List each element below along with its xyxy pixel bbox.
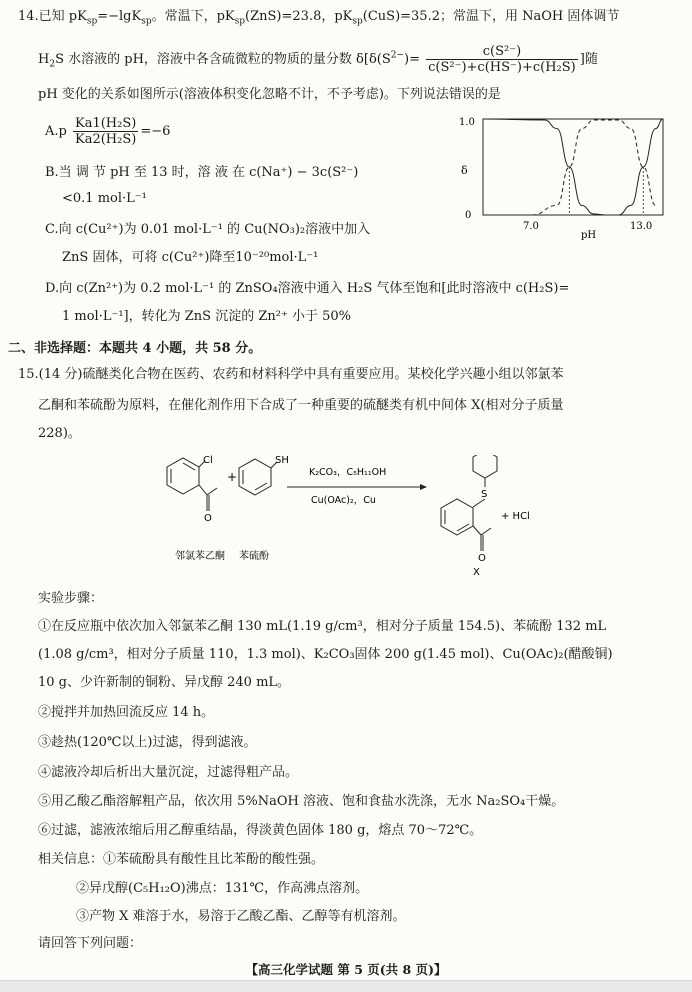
q14-line2: $H_2S$ 水溶液的 pH，溶液中各含硫微粒的物质的量分数 $\delta[\delta(S^{2-})=$ $\frac{\text{c(S²⁻)}}{\text{c(S²⁻)+c(HS⁻)+c(H₂S)}}$ ]随 [38, 44, 598, 75]
page-footer: 【高三化学试题 第 5 页(共 8 页)】 [245, 962, 447, 977]
reagent-bottom: Cu(OAc)₂，Cu [311, 495, 376, 506]
info-1: 相关信息：①苯硫酚具有酸性且比苯酚的酸性强。 [38, 852, 325, 867]
series-line-1 [483, 119, 606, 215]
step-3: ③趁热(120℃以上)过滤，得到滤液。 [38, 735, 257, 750]
plus-sign: + [227, 470, 238, 484]
q15-line3: 228)。 [38, 426, 81, 441]
page-bottom-edge [0, 980, 692, 992]
q14-option-c-line2: ZnS 固体，可将 c(Cu²⁺)降至10⁻²⁰mol·L⁻¹ [62, 250, 319, 265]
chart-frame [483, 119, 663, 215]
ka2-denominator: Ka2(H₂S) [74, 132, 137, 147]
info-3: ③产物 X 难溶于水，易溶于乙酸乙酯、乙醇等有机溶剂。 [76, 909, 406, 924]
step-4: ④滤液冷却后析出大量沉淀，过滤得粗产品。 [38, 765, 299, 780]
ka1-numerator: Ka1(H₂S) [74, 116, 137, 131]
q14-option-d-line1: D.向 c(Zn²⁺)为 0.2 mol·L⁻¹ 的 ZnSO₄溶液中通入 H₂S 气体至饱和[此时溶液中 c(H₂S)= [45, 281, 570, 296]
q14-option-c-line1: C.向 c(Cu²⁺)为 0.01 mol·L⁻¹ 的 Cu(NO₃)₂溶液中加入 [45, 222, 371, 237]
step-1-line3: 10 g、少许新制的铜粉、异戊醇 240 mL。 [38, 675, 291, 690]
delta-ph-chart [455, 112, 670, 242]
q14-option-b-line2: <0.1 mol·L⁻¹ [62, 191, 147, 206]
section-heading: 二、非选择题：本题共 4 小题，共 58 分。 [8, 341, 262, 356]
q14-option-b-line1: B.当 调 节 pH 至 13 时，溶 液 在 c(Na⁺) − 3c(S²⁻) [45, 165, 359, 180]
step-2: ②搅拌并加热回流反应 14 h。 [38, 705, 215, 720]
steps-title: 实验步骤： [38, 591, 104, 606]
series-line-2 [532, 120, 655, 215]
q14-option-d-line2: 1 mol·L⁻¹]，转化为 ZnS 沉淀的 Zn²⁺ 小于 50% [62, 309, 351, 324]
y-tick-label: 1.0 [459, 117, 475, 128]
hcl-byproduct: + HCl [501, 511, 530, 522]
delta-fraction [426, 44, 578, 75]
q15-line2: 乙酮和苯硫酚为原料，在催化剂作用下合成了一种重要的硫醚类有机中间体 X(相对分子质量 [38, 398, 564, 413]
q14-option-a: A.p $\frac{\text{Ka1(H₂S)}}{\text{Ka2(H₂S)}}$ =−6 [45, 116, 171, 147]
step-5: ⑤用乙酸乙酯溶解粗产品，依次用 5%NaOH 溶液、饱和食盐水洗涤，无水 Na₂SO₄干燥。 [38, 794, 565, 809]
questions-prompt: 请回答下列问题： [38, 936, 143, 951]
product-label: X [473, 567, 480, 578]
arrow-head [420, 484, 427, 490]
reactant1-name: 邻氯苯乙酮 [175, 551, 225, 562]
sulfur-label: S [481, 489, 488, 500]
y-tick-label: 0 [465, 210, 472, 221]
delta-numerator: c(S²⁻) [426, 44, 578, 60]
reaction-scheme [155, 455, 555, 580]
reagent-top: K₂CO₃，C₅H₁₁OH [309, 467, 387, 478]
sh-label: SH [275, 455, 289, 466]
oxygen-label: O [204, 513, 212, 524]
delta-denominator: c(S²⁻)+c(HS⁻)+c(H₂S) [428, 60, 576, 75]
y-axis-label: δ [461, 164, 468, 177]
x-axis-label: pH [581, 230, 597, 241]
oxygen-label: O [478, 553, 486, 564]
reactant2-name: 苯硫酚 [239, 551, 269, 562]
info-2: ②异戊醇(C₅H₁₂O)沸点：131℃，作高沸点溶剂。 [76, 881, 369, 896]
chlorine-label: Cl [203, 455, 213, 466]
product-x-structure [441, 455, 497, 551]
q14-line1: 14.已知 $pK_{sp}=-\lg K_{sp}$。常温下，$pK_{sp}(ZnS)=23.8$，$pK_{sp}(CuS)=35.2$；常温下，用 NaOH 固体调节 [18, 9, 620, 27]
q14-line3: pH 变化的关系如图所示(溶液体积变化忽略不计，不予考虑)。下列说法错误的是 [38, 87, 501, 102]
x-tick-label: 7.0 [523, 221, 539, 232]
thiophenol-structure [239, 459, 277, 495]
series-line-3 [619, 119, 663, 215]
step-1-line1: ①在反应瓶中依次加入邻氯苯乙酮 130 mL(1.19 g/cm³，相对分子质量 154.5)、苯硫酚 132 mL [38, 619, 607, 634]
step-1-line2: (1.08 g/cm³，相对分子质量 110，1.3 mol)、K₂CO₃固体 200 g(1.45 mol)、Cu(OAc)₂(醋酸铜) [38, 647, 613, 662]
step-6: ⑥过滤，滤液浓缩后用乙醇重结晶，得淡黄色固体 180 g，熔点 70～72℃。 [38, 823, 483, 838]
ka-fraction [73, 116, 138, 147]
q15-line1: 15.(14 分)硫醚类化合物在医药、农药和材料科学中具有重要应用。某校化学兴趣小组以邻氯苯 [18, 367, 564, 382]
x-tick-label: 13.0 [630, 221, 653, 232]
